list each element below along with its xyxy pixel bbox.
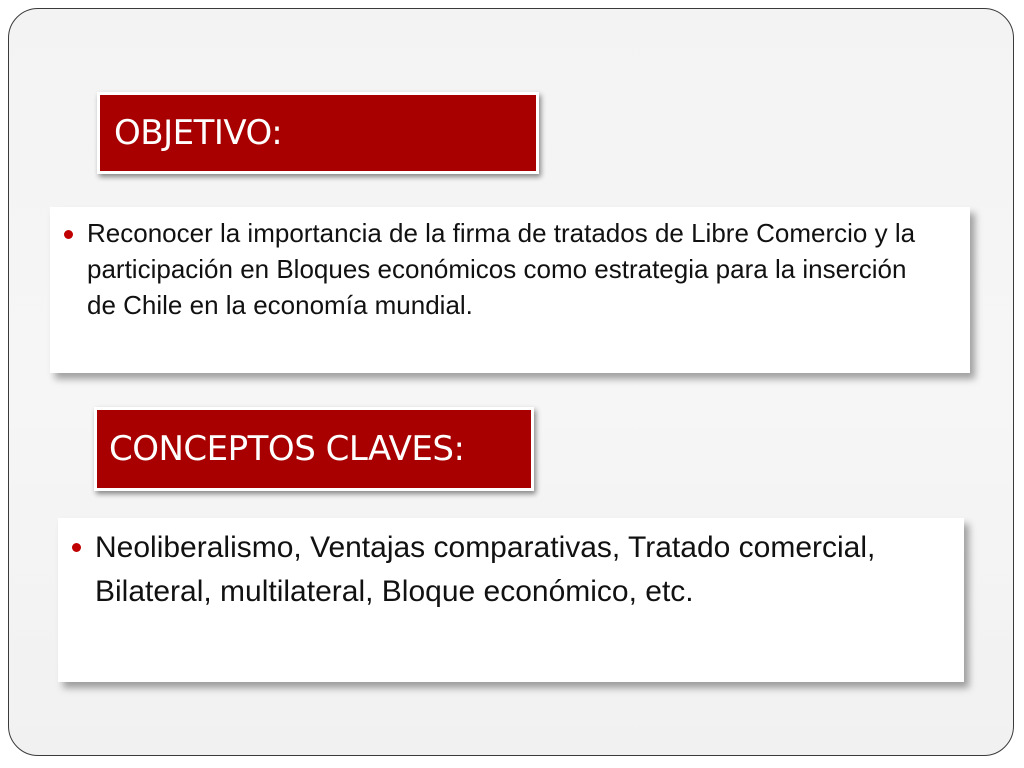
objective-bullet: [64, 215, 952, 323]
concepts-text: Neoliberalismo, Ventajas comparativas, Tratado comercial, Bilateral, multilateral, Bloque económico, etc.: [95, 531, 876, 608]
objective-text: Reconocer la importancia de la firma de tratados de Libre Comercio y la participación en Bloques económicos como estrategia para la inserción de Chile en la economía mundial.: [87, 218, 916, 320]
bullet-dot-icon: [72, 543, 81, 552]
bullet-dot-icon: [64, 230, 73, 239]
concepts-bullet: [72, 526, 946, 614]
concepts-content-box: [58, 518, 964, 682]
concepts-title: CONCEPTOS CLAVES:: [109, 429, 465, 469]
objective-content-box: [50, 207, 970, 373]
objective-title: OBJETIVO:: [114, 113, 283, 153]
concepts-title-box: [94, 407, 534, 491]
objective-title-box: [97, 92, 539, 174]
